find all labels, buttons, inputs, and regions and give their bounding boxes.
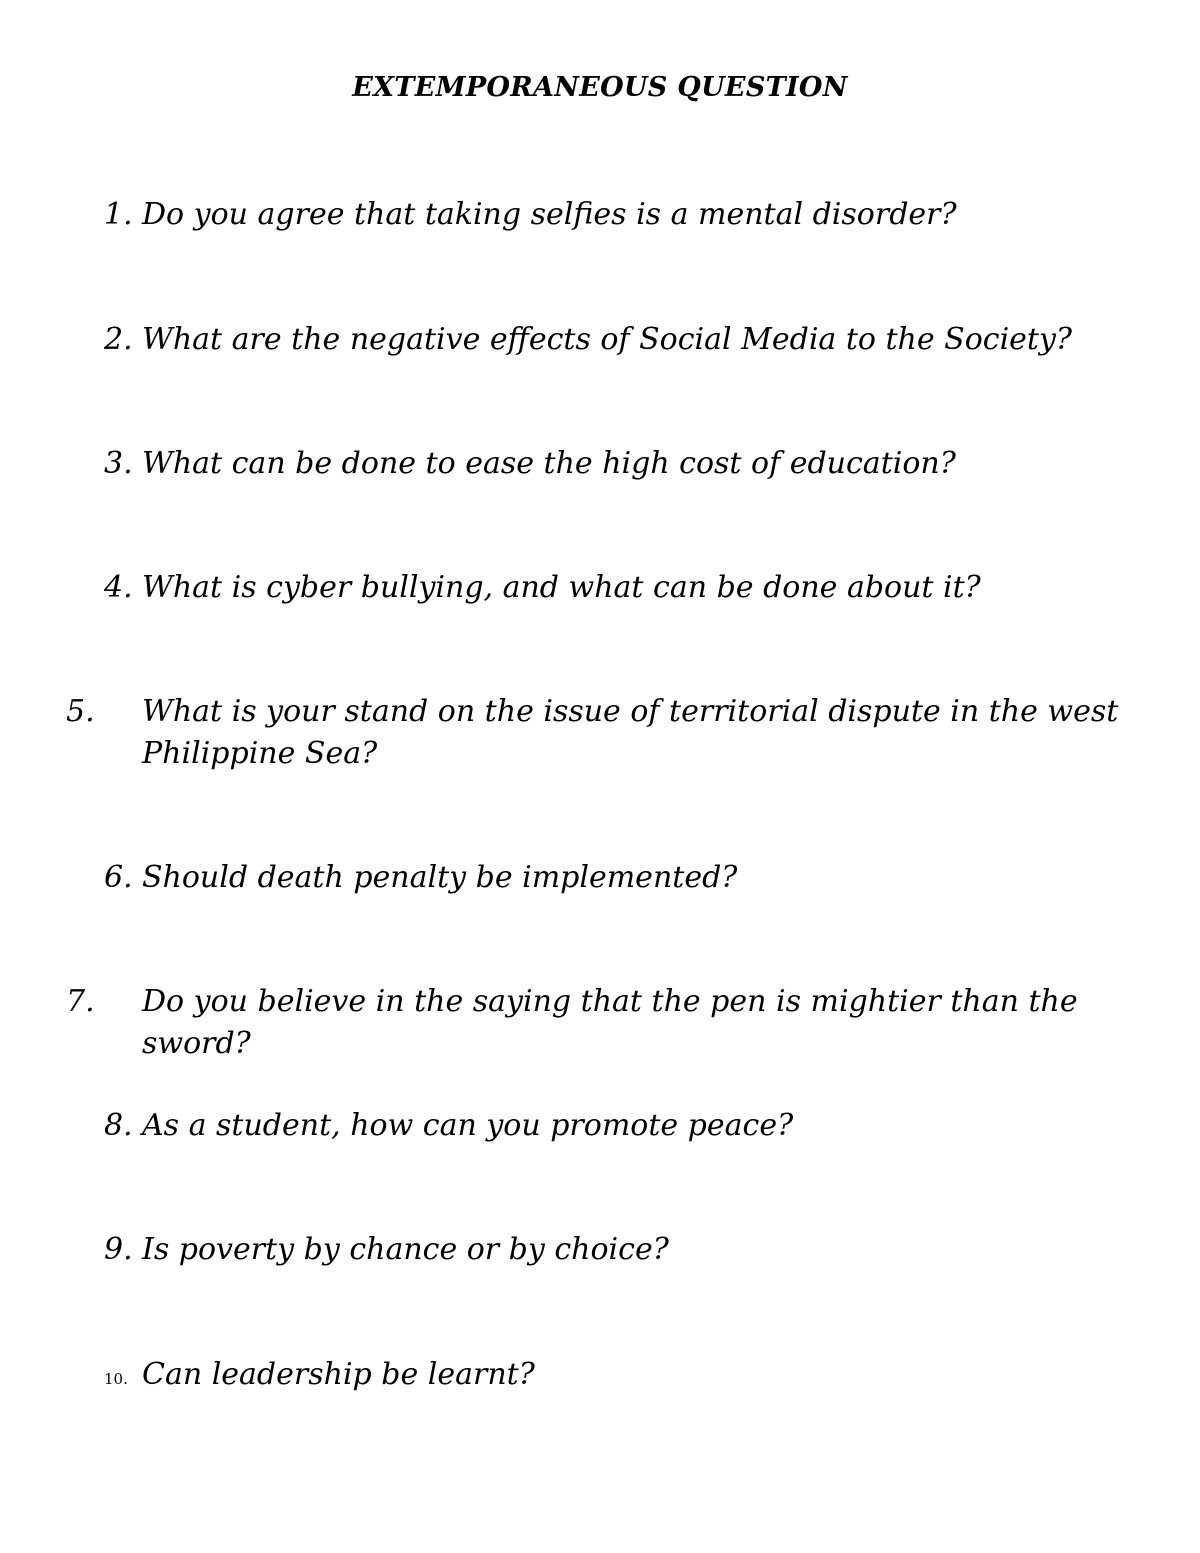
question-number: 6.	[104, 860, 133, 895]
question-number: 10.	[104, 1370, 128, 1388]
question-text: What is cyber bullying, and what can be done about it?	[142, 570, 981, 605]
question-number: 1.	[104, 197, 133, 232]
question-item	[104, 1105, 1094, 1147]
question-item	[104, 443, 1094, 485]
question-number: 4.	[104, 570, 133, 605]
question-text: Is poverty by chance or by choice?	[142, 1232, 669, 1267]
question-text: As a student, how can you promote peace?	[142, 1108, 794, 1143]
question-item	[104, 567, 1094, 609]
question-text: What is your stand on the issue of territorial dispute in the west Philippine Sea?	[142, 694, 1119, 771]
question-item	[104, 857, 1094, 899]
question-number: 8.	[104, 1108, 133, 1143]
question-number: 2.	[104, 322, 133, 357]
question-text: Should death penalty be implemented?	[142, 860, 738, 895]
question-item	[66, 691, 1132, 775]
question-item	[104, 319, 1094, 361]
question-text: What are the negative effects of Social Media to the Society?	[142, 322, 1073, 357]
question-item	[104, 1229, 1094, 1271]
question-text: What can be done to ease the high cost of education?	[142, 446, 956, 481]
question-text: Do you believe in the saying that the pen is mightier than the sword?	[142, 984, 1078, 1061]
question-item	[104, 194, 1094, 236]
question-number: 3.	[104, 446, 133, 481]
question-item	[104, 1354, 1094, 1400]
question-number: 7.	[66, 984, 95, 1019]
question-number: 9.	[104, 1232, 133, 1267]
page-title: EXTEMPORANEOUS QUESTION	[352, 72, 848, 103]
question-text: Can leadership be learnt?	[142, 1357, 535, 1392]
question-text: Do you agree that taking selfies is a mental disorder?	[142, 197, 957, 232]
question-item	[66, 981, 1132, 1065]
question-number: 5.	[66, 694, 95, 729]
